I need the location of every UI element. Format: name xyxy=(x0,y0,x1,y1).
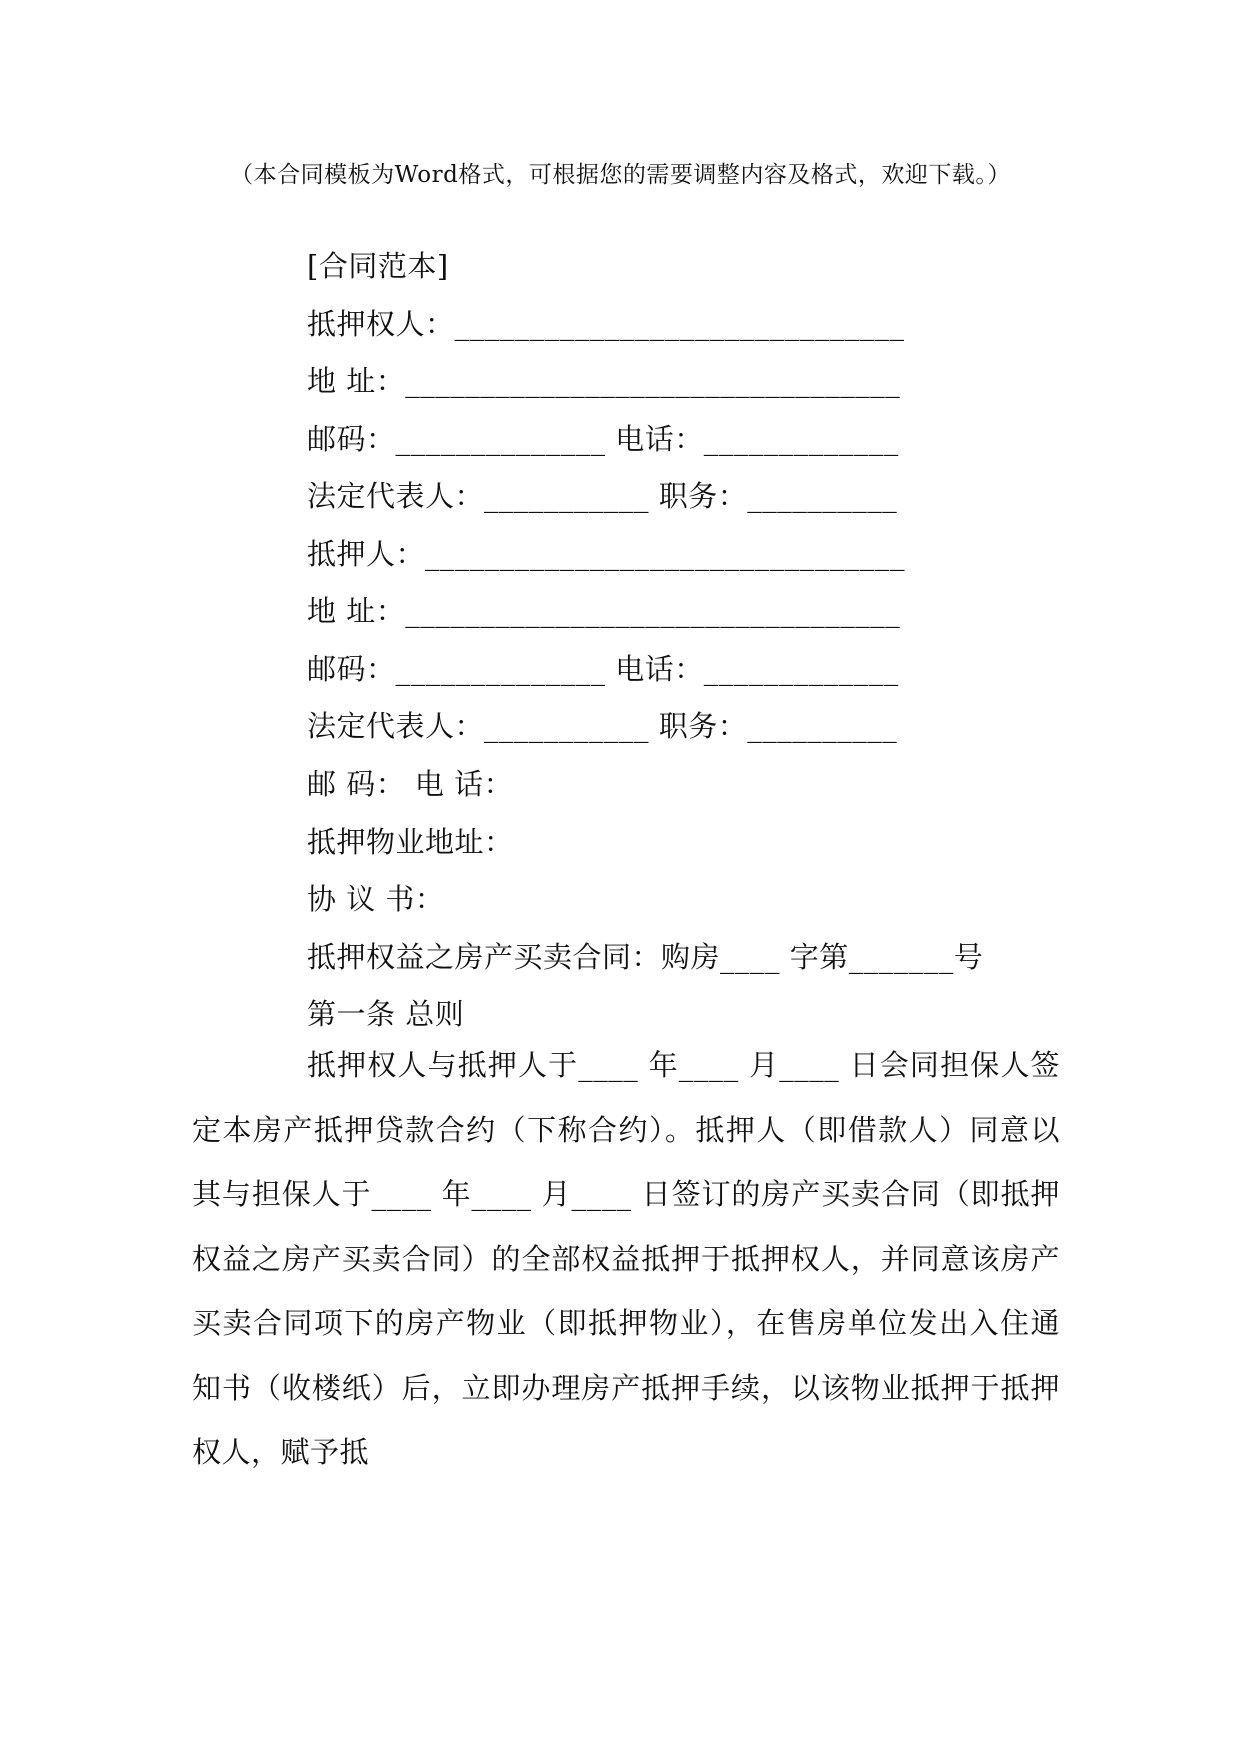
contract-title: [合同范本] xyxy=(307,249,449,283)
mortgagee-address-field: 地 址：_________________________________ xyxy=(307,364,901,398)
mortgagee-field: 抵押权人：______________________________ xyxy=(307,307,905,341)
mortgagor-postcode-phone-field: 邮码：______________ 电话：_____________ xyxy=(307,652,899,686)
template-note: （本合同模板为Word格式，可根据您的需要调整内容及格式，欢迎下载。） xyxy=(230,162,1011,188)
mortgagor-address-field: 地 址：_________________________________ xyxy=(307,594,901,628)
mortgagee-postcode-phone-field: 邮码：______________ 电话：_____________ xyxy=(307,422,899,456)
postcode-phone-field: 邮 码： 电 话： xyxy=(307,767,514,801)
agreement-field: 协 议 书： xyxy=(307,882,445,916)
mortgagor-representative-field: 法定代表人：___________ 职务：__________ xyxy=(307,709,898,743)
property-address-field: 抵押物业地址： xyxy=(307,825,514,859)
mortgagor-field: 抵押人：________________________________ xyxy=(307,537,906,571)
mortgagee-representative-field: 法定代表人：___________ 职务：__________ xyxy=(307,479,898,513)
article-one-heading: 第一条 总则 xyxy=(307,997,465,1031)
purchase-contract-field: 抵押权益之房产买卖合同：购房____ 字第_______号 xyxy=(307,940,984,974)
article-one-body: 抵押权人与抵押人于____ 年____ 月____ 日会同担保人签定本房产抵押贷款合约（下称合约）。抵押人（即借款人）同意以其与担保人于____ 年____ 月____ 日签订的房产买卖合同（即抵押权益之房产买卖合同）的全部权益抵押于抵押权人，并同意该房产买卖合同项下的房产物业（即抵押物业），在售房单位发出入住通知书（收楼纸）后，立即办理房产抵押手续，以该物业抵押于抵押权人，赋予抵 xyxy=(192,1048,1060,1469)
